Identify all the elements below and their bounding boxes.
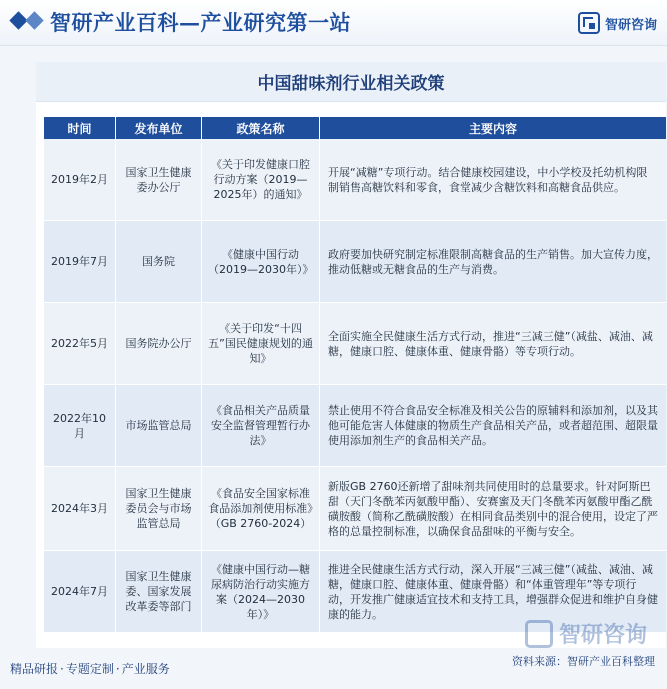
footer-link-reports[interactable]: 精品研报 [10,662,59,676]
column-header-content: 主要内容 [468,121,517,136]
cell-time: 2024年7月 [44,551,116,632]
cell-time: 2022年5月 [44,303,116,384]
footer-separator: · [60,662,64,676]
brand-name: 智研咨询 [604,17,657,33]
column-header-time: 时间 [44,117,116,139]
footer-links [10,660,170,677]
watermark-logo-icon [525,620,553,648]
cell-content: 推进全民健康生活方式行动，深入开展“三减三健”（减盐、减油、减糖，健康口腔、健康体重、健康骨骼）和“体重管理年”等专项行动，开发推广健康适宜技术和支持工具，增强群众促进和维护自身健康的能力。 [320,551,666,632]
cell-policy: 《健康中国行动（2019—2030年）》 [202,221,320,302]
cell-policy: 《食品相关产品质量安全监督管理暂行办法》 [202,385,320,466]
footer-separator: · [115,662,120,676]
cell-policy: 《关于印发“十四五”国民健康规划的通知》 [202,303,320,384]
cell-policy: 《食品安全国家标准食品添加剂使用标准》（GB 2760-2024） [202,467,320,550]
watermark-text: 智研咨询 [558,623,647,648]
cell-policy: 《关于印发健康口腔行动方案（2019—2025年）的通知》 [202,139,320,220]
cell-time: 2019年7月 [44,221,116,302]
diamond-icon [25,11,43,29]
brand-logo-icon [578,12,600,34]
cell-content: 全面实施全民健康生活方式行动，推进“三减三健”（减盐、减油、减糖，健康口腔、健康体重、健康骨骼）等专项行动。 [320,303,666,384]
page-title: 中国甜味剂行业相关政策 [36,62,666,102]
table-row [44,303,666,385]
cell-issuer: 国家卫生健康委员会与市场监管总局 [116,467,202,550]
column-header-policy: 政策名称 [202,117,320,139]
watermark [525,618,647,649]
cell-issuer: 国务院 [116,221,202,302]
table-header [44,117,666,139]
cell-issuer: 国家卫生健康委办公厅 [116,139,202,220]
site-title[interactable]: 智研产业百科—产业研究第一站 [50,10,351,35]
data-source: 资料来源：智研产业百科整理 [512,655,655,668]
cell-time: 2022年10月 [44,385,116,466]
cell-time: 2019年2月 [44,139,116,220]
table-row [44,139,666,221]
cell-time: 2024年3月 [44,467,116,550]
footer-link-services[interactable]: 产业服务 [121,662,170,676]
cell-issuer: 国家卫生健康委、国家发展改革委等部门 [116,551,202,632]
top-header-bar [0,0,667,46]
content-panel [36,62,666,648]
policy-table [44,117,666,633]
table-row [44,385,666,467]
table-row [44,467,666,551]
cell-issuer: 国务院办公厅 [116,303,202,384]
column-header-issuer: 发布单位 [116,117,202,139]
table-row [44,221,666,303]
cell-content: 政府要加快研究制定标准限制高糖食品的生产销售。加大宣传力度，推动低糖或无糖食品的生产与消费。 [320,221,666,302]
cell-content: 新版GB 2760还新增了甜味剂共同使用时的总量要求。针对阿斯巴甜（天门冬酰苯丙氨酸甲酯）、安赛蜜及天门冬酰苯丙氨酸甲酯乙酰磺胺酸（简称乙酰磺胺酸）在相同食品类别中的混合使用，设定了严格的总量控制标准，以确保食品甜味的平衡与安全。 [320,467,666,550]
cell-policy: 《健康中国行动—糖尿病防治行动实施方案（2024—2030年）》 [202,551,320,632]
cell-content: 禁止使用不符合食品安全标准及相关公告的原辅料和添加剂，以及其他可能危害人体健康的物质生产食品相关产品，或者超范围、超限量使用添加剂生产的食品相关产品。 [320,385,666,466]
cell-content: 开展“减糖”专项行动。结合健康校园建设，中小学校及托幼机构限制销售高糖饮料和零食，食堂减少含糖饮料和高糖食品供应。 [320,139,666,220]
footer-bar [0,648,667,689]
cell-issuer: 市场监管总局 [116,385,202,466]
footer-link-custom[interactable]: 专题定制 [65,662,114,676]
table-body [44,139,666,633]
brand-logo-link[interactable] [578,11,657,35]
